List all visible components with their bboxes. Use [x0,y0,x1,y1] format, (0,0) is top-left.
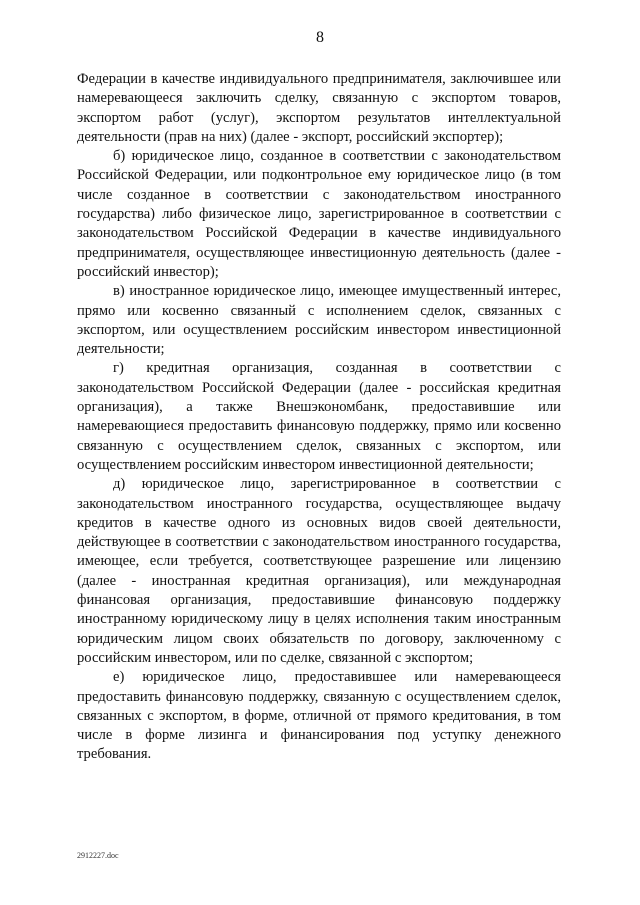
paragraph-d: д) юридическое лицо, зарегистрированное в соответствии с законодательством иностранного государства, осуществляющее выдачу кредитов в качестве одного из основных видов своей деятельности, действующее в соответствии с законодательством иностранного государства, имеющее, если требуется, соответствующее разрешение или лицензию (далее - иностранная кредитная организация), или международная финансовая организация, предоставившие финансовую поддержку иностранному юридическому лицу в целях исполнения таким иностранным юридическим лицом своих обязательств по договору, заключенному с российским инвестором, или по сделке, связанной с экспортом; [77,476,561,666]
document-body [77,70,561,765]
paragraph-g: г) кредитная организация, созданная в соответствии с законодательством Российской Федерации (далее - российская кредитная организация), а также Внешэкономбанк, предоставившие или намеревающиеся предоставить финансовую поддержку, прямо или косвенно связанную с осуществлением сделок, связанных с экспортом, или осуществлением российским инвестором инвестиционной деятельности; [77,360,561,473]
page-number: 8 [316,29,324,46]
paragraph-e: е) юридическое лицо, предоставившее или намеревающееся предоставить финансовую поддержку, связанную с осуществлением сделок, связанных с экспортом, в форме, отличной от прямого кредитования, в том числе в форме лизинга и финансирования под уступку денежного требования. [77,669,561,763]
paragraph-v: в) иностранное юридическое лицо, имеющее имущественный интерес, прямо или косвенно связанный с исполнением сделок, связанных с экспортом, или осуществлением российским инвестором инвестиционной деятельности; [77,283,561,358]
paragraph-continuation: Федерации в качестве индивидуального предпринимателя, заключившее или намеревающееся заключить сделку, связанную с экспортом товаров, экспортом работ (услуг), экспортом результатов интеллектуальной деятельности (прав на них) (далее - экспорт, российский экспортер); [77,71,561,145]
paragraph-b: б) юридическое лицо, созданное в соответствии с законодательством Российской Федерации, или подконтрольное ему юридическое лицо (в том числе созданное в соответствии с законодательством иностранного государства) либо физическое лицо, зарегистрированное в соответствии с законодательством Российской Федерации в качестве индивидуального предпринимателя, осуществляющее инвестиционную деятельность (далее - российский инвестор); [77,148,561,280]
footer-file-code: 2912227.doc [77,851,119,860]
